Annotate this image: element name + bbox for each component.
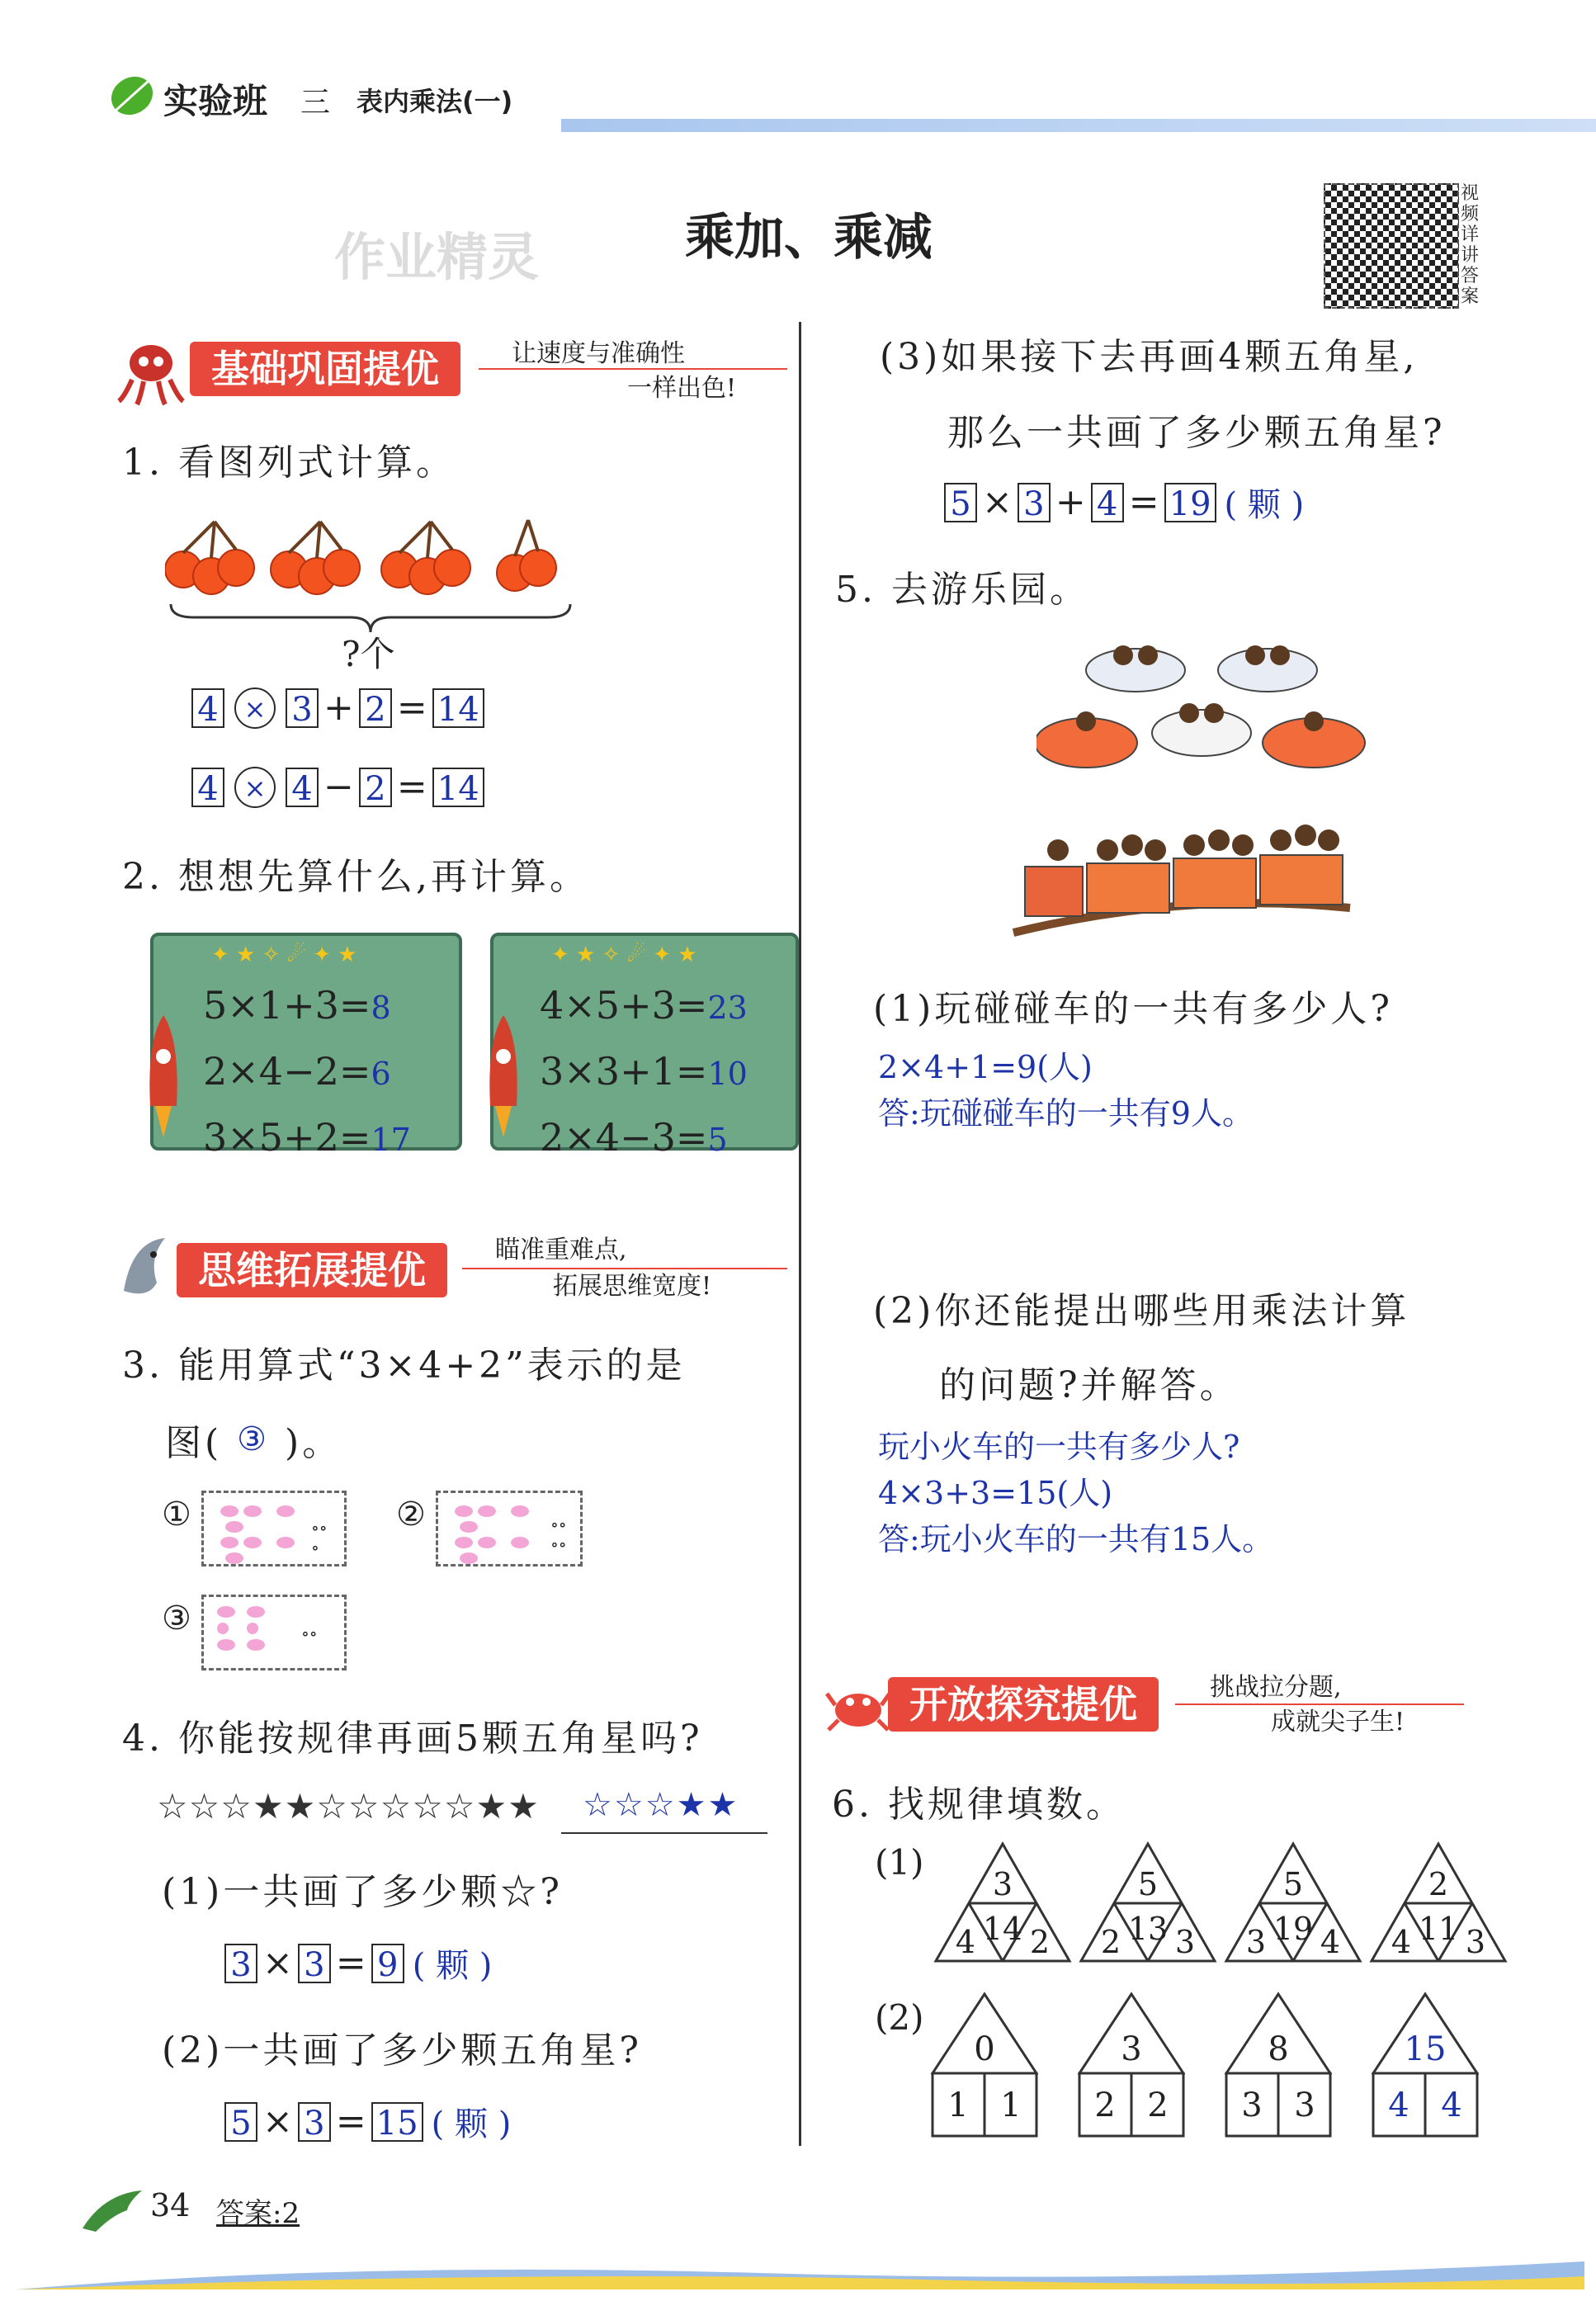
house-top-number[interactable]: 15 xyxy=(1404,2030,1447,2068)
qr-code[interactable] xyxy=(1324,183,1459,309)
house-left-number: 3 xyxy=(1241,2086,1263,2124)
header-rule xyxy=(561,119,1596,132)
eq1-c[interactable]: 2 xyxy=(359,688,392,728)
page-number: 34 xyxy=(150,2187,191,2223)
section-1-header xyxy=(116,337,776,411)
section-3-banner: 开放探究提优 xyxy=(888,1677,1159,1732)
dolphin-icon xyxy=(79,2186,145,2235)
train-image xyxy=(1008,809,1355,949)
footer-wave xyxy=(17,2261,1584,2289)
house-left-number[interactable]: 4 xyxy=(1388,2086,1409,2124)
q4s2-b[interactable]: 3 xyxy=(298,2102,331,2142)
board-1-answer-3[interactable]: 17 xyxy=(371,1122,411,1158)
q3-answer[interactable]: ③ xyxy=(237,1420,271,1458)
q4s2-unit: ( 颗 ) xyxy=(431,2105,512,2143)
answer-note: 答案:2 xyxy=(216,2197,300,2230)
house-right-number[interactable]: 4 xyxy=(1441,2086,1462,2124)
q5-sub-1-calc[interactable]: 2×4+1=9(人) xyxy=(878,1049,1093,1085)
slogan-underline xyxy=(1175,1704,1464,1705)
q4s3-op1: × xyxy=(982,481,1013,523)
board-1-line-3 xyxy=(203,1104,451,1170)
board-2-line-1 xyxy=(540,972,792,1038)
q4-sub-1-equation xyxy=(224,1940,492,1987)
board-1-line-2 xyxy=(203,1038,451,1104)
triangle-center-number: 11 xyxy=(1418,1911,1459,1947)
eq1-equals: = xyxy=(396,687,427,729)
q4-sub-3-line-2: 那么一共画了多少颗五角星? xyxy=(947,412,1446,454)
eq2-result[interactable]: 14 xyxy=(432,768,484,807)
q3-paren-close: )。 xyxy=(285,1422,342,1464)
question-1-text: 1. 看图列式计算。 xyxy=(122,442,456,484)
board-1-line-1 xyxy=(203,972,451,1038)
q4s3-op2: + xyxy=(1055,481,1086,523)
header xyxy=(99,66,1551,140)
stars-answer[interactable]: ☆☆☆★★ xyxy=(583,1786,739,1824)
qr-label: 视频详讲答案 xyxy=(1461,183,1480,307)
triangle-top-number: 2 xyxy=(1428,1866,1449,1902)
q4s3-equals: = xyxy=(1128,481,1159,523)
house-puzzle-1 xyxy=(931,1991,1038,2139)
section-3-slogan-2: 成就尖子生! xyxy=(1271,1708,1405,1737)
page-title: 乘加、乘减 xyxy=(685,209,933,267)
q1-equation-1 xyxy=(191,687,484,729)
q4s1-b[interactable]: 3 xyxy=(298,1944,331,1983)
board-2-line-3 xyxy=(540,1104,792,1170)
q4s3-result[interactable]: 19 xyxy=(1164,483,1216,522)
question-3-text-2 xyxy=(165,1413,342,1466)
board-1-expr-1: 5×1+3= xyxy=(203,983,371,1028)
q5-sub-1-answer[interactable]: 答:玩碰碰车的一共有9人。 xyxy=(878,1095,1254,1132)
eq1-op2: + xyxy=(323,687,354,729)
triangle-top-number: 3 xyxy=(992,1866,1013,1902)
rocket-icon xyxy=(144,1015,183,1139)
question-2-text: 2. 想想先算什么,再计算。 xyxy=(122,856,589,898)
stars-sequence: ☆☆☆★★☆☆☆☆☆★★ xyxy=(157,1786,540,1826)
section-2-header xyxy=(116,1233,776,1307)
triangle-center-number: 14 xyxy=(982,1911,1023,1947)
q5-sub-2-answer[interactable]: 答:玩小火车的一共有15人。 xyxy=(878,1521,1274,1557)
watermark: 作业精灵 xyxy=(334,227,540,287)
column-divider xyxy=(799,322,801,2146)
slogan-underline xyxy=(479,368,787,370)
section-2-banner: 思维拓展提优 xyxy=(177,1243,447,1297)
triangle-left-number: 2 xyxy=(1100,1924,1121,1960)
triangle-left-number: 4 xyxy=(955,1924,976,1960)
brand-label: 实验班 xyxy=(163,81,268,121)
rocket-icon xyxy=(484,1015,523,1139)
q4-sub-3-line-1: (3)如果接下去再画4颗五角星, xyxy=(880,336,1419,378)
eq1-b[interactable]: 3 xyxy=(286,688,319,728)
section-3-slogan-1: 挑战拉分题, xyxy=(1210,1673,1342,1702)
q4s3-b[interactable]: 3 xyxy=(1018,483,1051,522)
bumper-cars-image xyxy=(1036,636,1367,784)
q4s1-equals: = xyxy=(335,1942,366,1984)
triangle-puzzle-1 xyxy=(933,1841,1073,1964)
q4-sub-2-equation xyxy=(224,2098,511,2145)
eq2-b[interactable]: 4 xyxy=(286,768,319,807)
q4-sub-2: (2)一共画了多少颗五角星? xyxy=(162,2030,642,2072)
board-2-expr-1: 4×5+3= xyxy=(540,983,708,1028)
board-1-lines xyxy=(203,972,451,1170)
option-2-figure: ∘∘ ∘∘ xyxy=(436,1491,583,1566)
q4s1-unit: ( 颗 ) xyxy=(412,1947,493,1985)
board-2-expr-2: 3×3+1= xyxy=(540,1049,708,1094)
board-1-expr-3: 3×5+2= xyxy=(203,1115,371,1160)
q4s2-op: × xyxy=(262,2100,293,2143)
q4s2-a[interactable]: 5 xyxy=(224,2102,257,2142)
triangle-right-number: 4 xyxy=(1320,1924,1341,1960)
house-right-number: 3 xyxy=(1294,2086,1315,2124)
house-puzzle-2 xyxy=(1078,1991,1185,2139)
q5-sub-2-line-1: (2)你还能提出哪些用乘法计算 xyxy=(873,1290,1410,1332)
house-left-number: 2 xyxy=(1094,2086,1116,2124)
eq2-a[interactable]: 4 xyxy=(191,768,224,807)
board-1-answer-1[interactable]: 8 xyxy=(371,990,391,1026)
triangle-center-number: 19 xyxy=(1273,1911,1314,1947)
house-left-number: 1 xyxy=(947,2086,969,2124)
triangle-puzzle-4 xyxy=(1368,1841,1509,1964)
q4s2-equals: = xyxy=(335,2100,366,2143)
house-right-number: 1 xyxy=(1000,2086,1022,2124)
q5-sub-2-calc[interactable]: 4×3+3=15(人) xyxy=(878,1475,1113,1511)
q4-sub-1: (1)一共画了多少颗☆? xyxy=(162,1871,563,1913)
house-top-number: 3 xyxy=(1121,2030,1142,2068)
q4s1-op: × xyxy=(262,1942,293,1984)
triangle-top-number: 5 xyxy=(1137,1866,1159,1902)
footer xyxy=(0,2162,1596,2306)
eq1-op1[interactable]: × xyxy=(234,688,276,729)
board-2-answer-1[interactable]: 23 xyxy=(707,990,748,1026)
section-1-slogan-2: 一样出色! xyxy=(627,374,737,403)
house-puzzles xyxy=(931,1991,1509,2148)
q5-sub-2-question[interactable]: 玩小火车的一共有多少人? xyxy=(878,1429,1240,1465)
slogan-underline xyxy=(462,1268,787,1269)
q4s3-a[interactable]: 5 xyxy=(944,483,977,522)
eq2-equals: = xyxy=(396,766,427,808)
triangle-right-number: 3 xyxy=(1465,1924,1486,1960)
comet-stars-decoration: ✦ ★ ✧ ☄ ✦ ★ xyxy=(211,943,357,967)
leaf-logo-icon xyxy=(107,71,157,120)
board-1-answer-2[interactable]: 6 xyxy=(371,1056,391,1092)
q3-paren-open: 图( xyxy=(165,1422,223,1464)
board-2-answer-3[interactable]: 5 xyxy=(707,1122,728,1158)
question-6-text: 6. 找规律填数。 xyxy=(832,1784,1126,1826)
board-2-line-2 xyxy=(540,1038,792,1104)
q4-sub-3-equation xyxy=(944,479,1304,526)
board-1-expr-2: 2×4−2= xyxy=(203,1049,371,1094)
comet-stars-decoration: ✦ ★ ✧ ☄ ✦ ★ xyxy=(551,943,697,967)
brace-label: ?个 xyxy=(342,634,395,674)
board-2-lines xyxy=(540,972,792,1170)
triangle-left-number: 4 xyxy=(1391,1924,1412,1960)
option-2-label: ② xyxy=(396,1496,426,1533)
option-1-label: ① xyxy=(162,1496,191,1533)
triangle-right-number: 3 xyxy=(1174,1924,1196,1960)
question-3-text-1: 3. 能用算式“3×4+2”表示的是 xyxy=(122,1344,686,1387)
q4s2-result[interactable]: 15 xyxy=(371,2102,423,2142)
q6-label-2: (2) xyxy=(875,1997,924,2038)
triangle-center-number: 13 xyxy=(1127,1911,1169,1947)
option-1-figure: ∘∘ ∘ xyxy=(201,1491,347,1566)
q1-equation-2 xyxy=(191,766,484,808)
q5-sub-1: (1)玩碰碰车的一共有多少人? xyxy=(873,988,1393,1030)
option-3-figure: ∘∘ xyxy=(201,1595,347,1670)
board-2-expr-3: 2×4−3= xyxy=(540,1115,708,1160)
triangle-puzzle-2 xyxy=(1078,1841,1218,1964)
house-top-number: 0 xyxy=(974,2030,995,2068)
triangle-puzzle-3 xyxy=(1223,1841,1363,1964)
chapter-title: 表内乘法(一) xyxy=(357,86,513,117)
squid-icon xyxy=(116,340,187,406)
house-right-number: 2 xyxy=(1147,2086,1169,2124)
eq1-result[interactable]: 14 xyxy=(432,688,484,728)
eq2-c[interactable]: 2 xyxy=(359,768,392,807)
crab-icon xyxy=(825,1677,891,1735)
triangle-left-number: 3 xyxy=(1245,1924,1267,1960)
question-5-text: 5. 去游乐园。 xyxy=(835,569,1089,611)
section-3-header xyxy=(825,1670,1485,1745)
section-2-slogan-1: 瞄准重难点, xyxy=(495,1236,627,1264)
chalkboard-2 xyxy=(490,933,799,1160)
chapter-number: 三 xyxy=(300,86,331,120)
chalkboard-1 xyxy=(150,933,462,1160)
section-1-banner: 基础巩固提优 xyxy=(190,342,460,396)
stars-answer-line xyxy=(561,1832,767,1834)
section-1-slogan-1: 让速度与准确性 xyxy=(512,339,685,368)
section-2-slogan-2: 拓展思维宽度! xyxy=(553,1272,712,1301)
board-2-answer-2[interactable]: 10 xyxy=(707,1056,748,1092)
q4s3-unit: ( 颗 ) xyxy=(1224,486,1305,524)
q4s1-result[interactable]: 9 xyxy=(371,1944,404,1983)
shark-icon xyxy=(116,1233,182,1307)
cherries-image xyxy=(165,512,578,602)
eq1-a[interactable]: 4 xyxy=(191,688,224,728)
triangle-top-number: 5 xyxy=(1282,1866,1304,1902)
triangle-right-number: 2 xyxy=(1029,1924,1051,1960)
house-puzzle-4 xyxy=(1372,1991,1479,2139)
q4s1-a[interactable]: 3 xyxy=(224,1944,257,1983)
q6-label-1: (1) xyxy=(875,1842,924,1883)
option-3-label: ③ xyxy=(162,1600,191,1637)
house-puzzle-3 xyxy=(1225,1991,1332,2139)
q5-sub-2-line-2: 的问题?并解答。 xyxy=(939,1364,1239,1406)
triangle-puzzles xyxy=(933,1841,1510,1973)
house-top-number: 8 xyxy=(1268,2030,1289,2068)
eq2-op1[interactable]: × xyxy=(234,767,276,808)
question-4-text: 4. 你能按规律再画5颗五角星吗? xyxy=(122,1718,703,1760)
q4s3-c[interactable]: 4 xyxy=(1091,483,1124,522)
eq2-op2: − xyxy=(323,766,354,808)
